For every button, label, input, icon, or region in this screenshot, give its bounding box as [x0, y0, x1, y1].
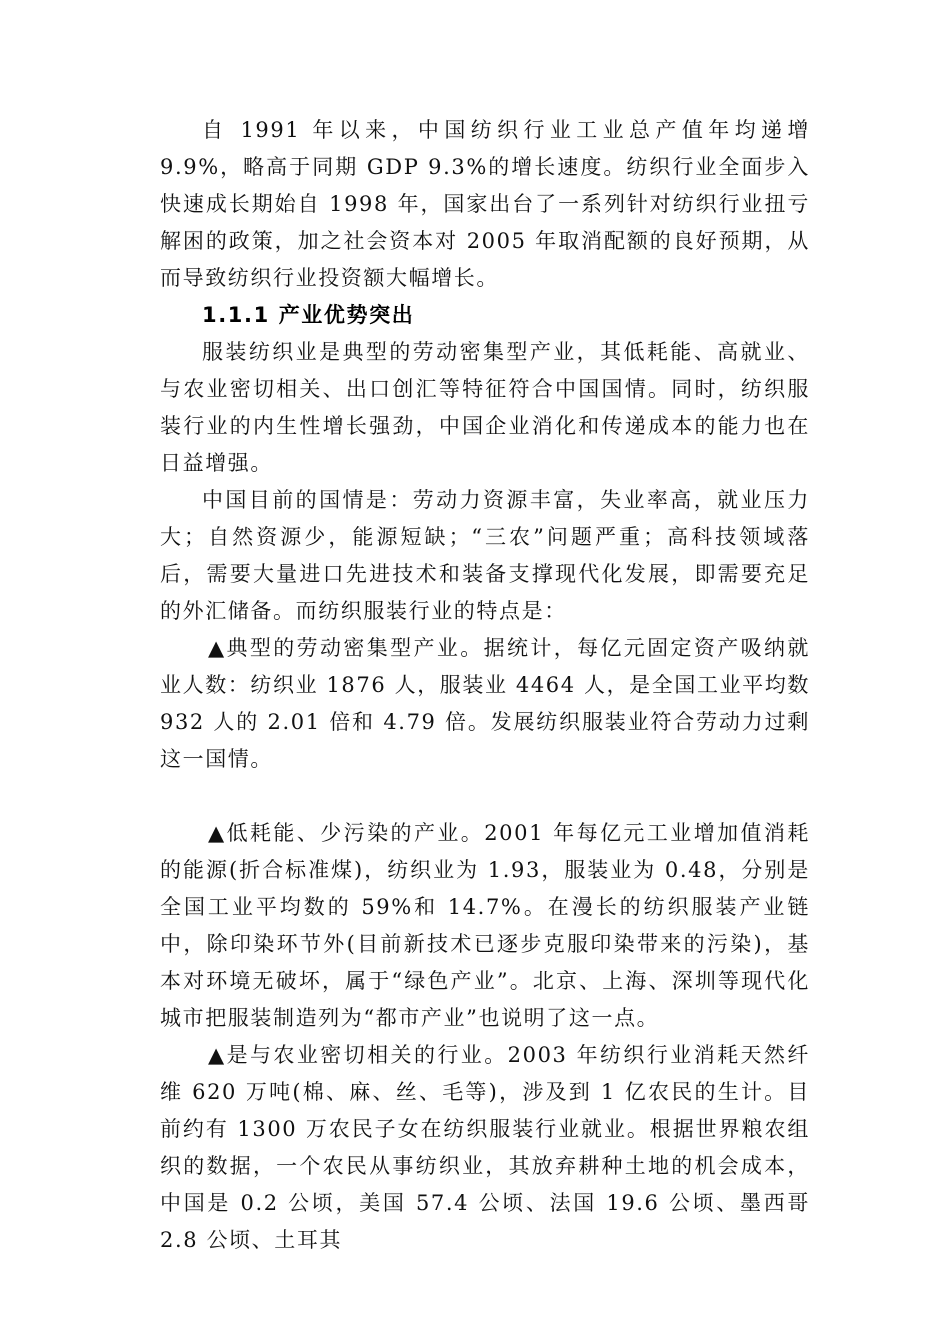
section-heading: 1.1.1 产业优势突出 — [202, 303, 415, 327]
paragraph-industry-growth: 自 1991 年以来，中国纺织行业工业总产值年均递增 9.9%，略高于同期 GDP 9.3%的增长速度。纺织行业全面步入快速成长期始自 1998 年，国家出台了一系列针对纺织行业扭亏解困的政策，加之社会资本对 2005 年取消配额的良好预期，从而导致纺织行业投资额大幅增长。 — [160, 118, 810, 290]
bullet-agriculture: ▲是与农业密切相关的行业。2003 年纺织行业消耗天然纤维 620 万吨(棉、麻、丝、毛等)，涉及到 1 亿农民的生计。目前约有 1300 万农民子女在纺织服装行业就业。根据世界粮农组织的数据，一个农民从事纺织业，其放弃耕种土地的机会成本，中国是 0.2 公顷，美国 57.4 公顷、法国 19.6 公顷、墨西哥 2.8 公顷、土耳其 — [160, 1043, 810, 1252]
paragraph-gap — [160, 778, 810, 815]
paragraph-national-conditions: 中国目前的国情是：劳动力资源丰富，失业率高，就业压力大；自然资源少，能源短缺；“三农”问题严重；高科技领域落后，需要大量进口先进技术和装备支撑现代化发展，即需要充足的外汇储备。而纺织服装行业的特点是： — [160, 488, 810, 623]
document-body — [160, 112, 810, 1259]
paragraph-labor-intensive: 服装纺织业是典型的劳动密集型产业，其低耗能、高就业、与农业密切相关、出口创汇等特征符合中国国情。同时，纺织服装行业的内生性增长强劲，中国企业消化和传递成本的能力也在日益增强。 — [160, 340, 810, 475]
bullet-low-energy: ▲低耗能、少污染的产业。2001 年每亿元工业增加值消耗的能源(折合标准煤)，纺织业为 1.93，服装业为 0.48，分别是全国工业平均数的 59%和 14.7%。在漫长的纺织服装产业链中，除印染环节外(目前新技术已逐步克服印染带来的污染)，基本对环境无破坏，属于“绿色产业”。北京、上海、深圳等现代化城市把服装制造列为“都市产业”也说明了这一点。 — [160, 821, 810, 1030]
bullet-labor-intensive: ▲典型的劳动密集型产业。据统计，每亿元固定资产吸纳就业人数：纺织业 1876 人，服装业 4464 人，是全国工业平均数 932 人的 2.01 倍和 4.79 倍。发展纺织服装业符合劳动力过剩这一国情。 — [160, 636, 810, 771]
